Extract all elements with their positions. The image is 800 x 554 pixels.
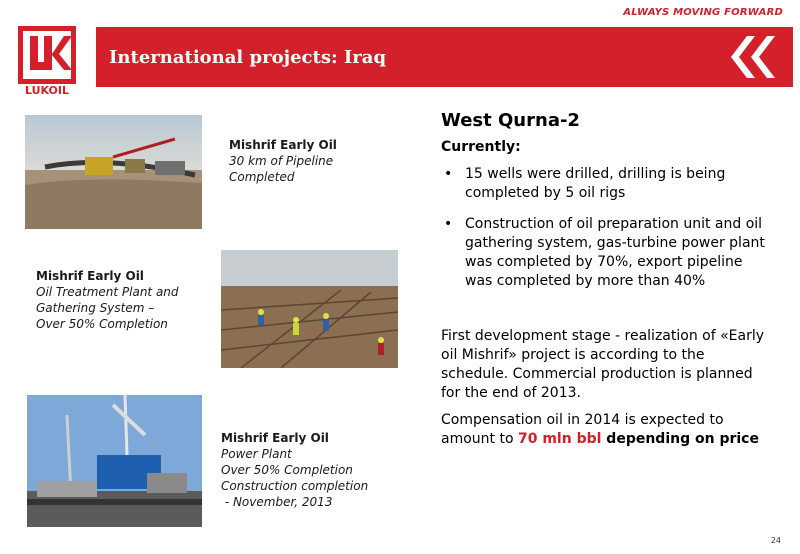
page-number: 24 [770, 536, 781, 545]
caption-title: Mishrif Early Oil [229, 138, 337, 152]
caption-line: 30 km of Pipeline [229, 154, 334, 168]
compensation-volume: 70 mln bbl [517, 431, 602, 447]
list-item: • 15 wells were drilled, drilling is being completed by 5 oil rigs [444, 166, 726, 201]
compensation-text: Compensation oil in 2014 is expected to amount to [441, 412, 724, 447]
status-subheading: Currently: [441, 139, 521, 155]
caption-line: - November, 2013 [221, 495, 333, 509]
bullet-text: Construction of oil preparation unit and oil gathering system, gas-turbine power plant was completed by 70%, export pipeline was completed by more than 40% [465, 216, 765, 289]
caption-power-plant [221, 430, 368, 510]
page-title: International projects: Iraq [109, 47, 387, 68]
development-paragraph: First development stage - realization of «Early oil Mishrif» project is according to the schedule. Commercial production is planned for the end of 2013. [441, 328, 765, 401]
caption-line: Power Plant [221, 447, 292, 461]
compensation-condition: depending on price [601, 431, 759, 447]
caption-line: Oil Treatment Plant and [36, 285, 179, 299]
caption-line: Over 50% Completion [221, 463, 353, 477]
logo-text: LUKOIL [24, 84, 70, 97]
pipeline-photo [25, 115, 202, 229]
power-plant-photo [27, 395, 202, 527]
title-banner [96, 27, 793, 87]
caption-line: Gathering System – [36, 301, 155, 315]
caption-line: Completed [229, 170, 295, 184]
project-heading: West Qurna-2 [441, 110, 580, 131]
compensation-paragraph [441, 411, 771, 449]
oil-treatment-photo [221, 250, 398, 368]
caption-line: Over 50% Completion [36, 317, 168, 331]
project-summary [441, 110, 771, 449]
caption-title: Mishrif Early Oil [221, 431, 329, 445]
status-list [441, 165, 771, 291]
caption-oil-treatment [36, 268, 179, 332]
caption-title: Mishrif Early Oil [36, 269, 144, 283]
bullet-text: 15 wells were drilled, drilling is being completed by 5 oil rigs [465, 166, 726, 201]
caption-pipeline [229, 137, 337, 185]
chevrons-icon [717, 32, 787, 82]
caption-line: Construction completion [221, 479, 369, 493]
list-item: • Construction of oil preparation unit and oil gathering system, gas-turbine power plant was completed by 70%, export pipeline was completed by more than 40% [444, 216, 765, 289]
tagline: ALWAYS MOVING FORWARD [623, 7, 783, 18]
